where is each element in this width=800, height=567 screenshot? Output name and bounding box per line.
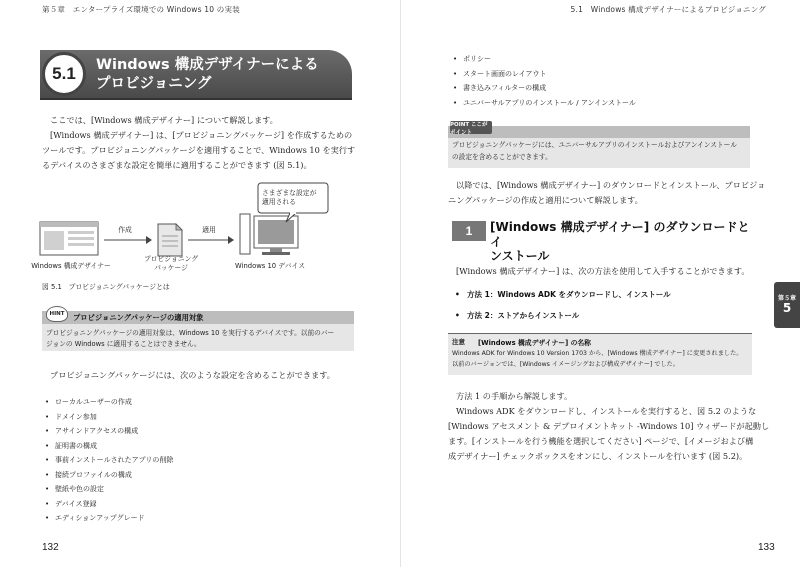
list-item: • エディションアップグレード bbox=[44, 511, 173, 526]
point-header-bar bbox=[448, 126, 750, 138]
hint-body-line2: ジョンの Windows に適用することはできません。 bbox=[46, 340, 201, 348]
note-body bbox=[452, 349, 752, 370]
arrow-apply-icon bbox=[188, 236, 234, 244]
point-badge: POINT ここがポイント bbox=[450, 121, 492, 134]
hint-badge: HINT bbox=[46, 306, 68, 322]
step-intro: 方法 1 の手順から解説します。 bbox=[456, 391, 573, 401]
list-item: • 接続プロファイルの構成 bbox=[44, 468, 173, 483]
section-number: 5.1 bbox=[42, 52, 86, 96]
point-body-line1: プロビジョニングパッケージには、ユニバーサルアプリのインストールおよびアンインストール bbox=[452, 141, 737, 149]
step-line2: [Windows アセスメント & デプロイメントキット -Windows 10] ウィザードが起動し bbox=[448, 421, 770, 431]
overview-line1: 以降では、[Windows 構成デザイナー] のダウンロードとインストール、プロビジョ bbox=[456, 180, 766, 190]
method-item: • 方法 2：ストアからインストール bbox=[455, 305, 671, 326]
subsection-title bbox=[490, 220, 760, 264]
subsection-title-line2: ンストール bbox=[490, 249, 550, 263]
subsection-title-line1: [Windows 構成デザイナー] のダウンロードと イ bbox=[490, 220, 750, 249]
section-title-line2: プロビジョニング bbox=[96, 76, 212, 92]
running-head-left: 第５章 エンタープライズ環境での Windows 10 の実装 bbox=[42, 5, 240, 14]
designer-label: Windows 構成デザイナー bbox=[31, 262, 111, 270]
list-item: • ドメイン参加 bbox=[44, 410, 173, 425]
chapter-side-tab bbox=[774, 282, 800, 328]
method-item: • 方法 1：Windows ADK をダウンロードし、インストール bbox=[455, 284, 671, 305]
settings-list-continued bbox=[452, 52, 636, 110]
overview-line2: ニングパッケージの作成と適用について解説します。 bbox=[448, 195, 643, 205]
step-paragraph bbox=[448, 404, 770, 464]
methods-list bbox=[455, 284, 671, 326]
page-number-left: 132 bbox=[42, 542, 59, 553]
list-item: • スタート画面のレイアウト bbox=[452, 67, 636, 82]
package-label: プロビジョニング パッケージ bbox=[143, 255, 199, 272]
arrow-create-label: 作成 bbox=[118, 226, 132, 234]
intro-p2-line2: ツールです。プロビジョニングパッケージを適用することで、Windows 10 を実行す bbox=[42, 145, 356, 155]
methods-intro: [Windows 構成デザイナー] は、次の方法を使用して入手することができます。 bbox=[456, 266, 750, 276]
note-body-line2: 以前のバージョンでは、[Windows イメージングおよび構成デザイナー] でした。 bbox=[452, 360, 680, 368]
intro-p2-line3: るデバイスのさまざまな設定を簡単に適用することができます (図 5.1)。 bbox=[42, 160, 312, 170]
list-item: • ポリシー bbox=[452, 52, 636, 67]
chapter-tab-number: 5 bbox=[782, 301, 792, 315]
designer-window-icon bbox=[40, 222, 98, 255]
list-item: • ユニバーサルアプリのインストール / アンインストール bbox=[452, 96, 636, 111]
device-label: Windows 10 デバイス bbox=[234, 262, 306, 270]
list-item: • アサインドアクセスの構成 bbox=[44, 424, 173, 439]
list-item: • 証明書の構成 bbox=[44, 439, 173, 454]
intro-paragraph-1: ここでは、[Windows 構成デザイナー] について解説します。 bbox=[50, 115, 278, 125]
note-body-line1: Windows ADK for Windows 10 Version 1703 から、[Windows 構成デザイナー] に変更されました。 bbox=[452, 350, 743, 357]
list-item: • 事前インストールされたアプリの削除 bbox=[44, 453, 173, 468]
section-title-line1: Windows 構成デザイナーによる bbox=[96, 57, 319, 73]
point-body-line2: の設定を含めることができます。 bbox=[452, 152, 552, 161]
package-document-icon bbox=[158, 224, 182, 256]
hint-body-line1: プロビジョニングパッケージの適用対象は、Windows 10 を実行するデバイスです。以前のバー bbox=[46, 329, 335, 337]
point-body bbox=[452, 140, 746, 163]
page-number-right: 133 bbox=[758, 542, 775, 553]
arrow-create-icon bbox=[104, 236, 152, 244]
chapter-tab-label: 第５章 bbox=[777, 295, 796, 302]
intro-p2-line1: [Windows 構成デザイナー] は、[プロビジョニングパッケージ] を作成するための bbox=[50, 130, 353, 140]
step-line4: 成デザイナー] チェックボックスをオンにし、インストールを行います (図 5.2)。 bbox=[448, 451, 748, 461]
callout-text: さまざまな設定が 適用される bbox=[262, 189, 317, 206]
running-head-right: 5.1 Windows 構成デザイナーによるプロビジョニング bbox=[570, 5, 766, 14]
list-item: • 壁紙や色の設定 bbox=[44, 482, 173, 497]
subsection-number: 1 bbox=[452, 221, 486, 241]
list-item: • デバイス登録 bbox=[44, 497, 173, 512]
hint-title: プロビジョニングパッケージの適用対象 bbox=[73, 313, 204, 322]
pc-device-icon bbox=[240, 214, 298, 255]
step-line3: ます。[インストールを行う機能を選択してください] ページで、[イメージおよび構 bbox=[448, 436, 754, 446]
arrow-apply-label: 適用 bbox=[202, 226, 216, 234]
hint-body bbox=[46, 328, 350, 350]
list-intro: プロビジョニングパッケージには、次のような設定を含めることができます。 bbox=[50, 370, 335, 380]
note-title: [Windows 構成デザイナー] の名称 bbox=[478, 339, 591, 347]
settings-list bbox=[44, 395, 173, 526]
list-item: • 書き込みフィルターの構成 bbox=[452, 81, 636, 96]
figure-caption: 図 5.1 プロビジョニングパッケージとは bbox=[42, 283, 170, 291]
list-item: • ローカルユーザーの作成 bbox=[44, 395, 173, 410]
overview-paragraph bbox=[448, 178, 768, 208]
note-badge: 注意 bbox=[452, 338, 465, 346]
step-line1: Windows ADK をダウンロードし、インストールを実行すると、図 5.2 のような bbox=[456, 406, 757, 416]
